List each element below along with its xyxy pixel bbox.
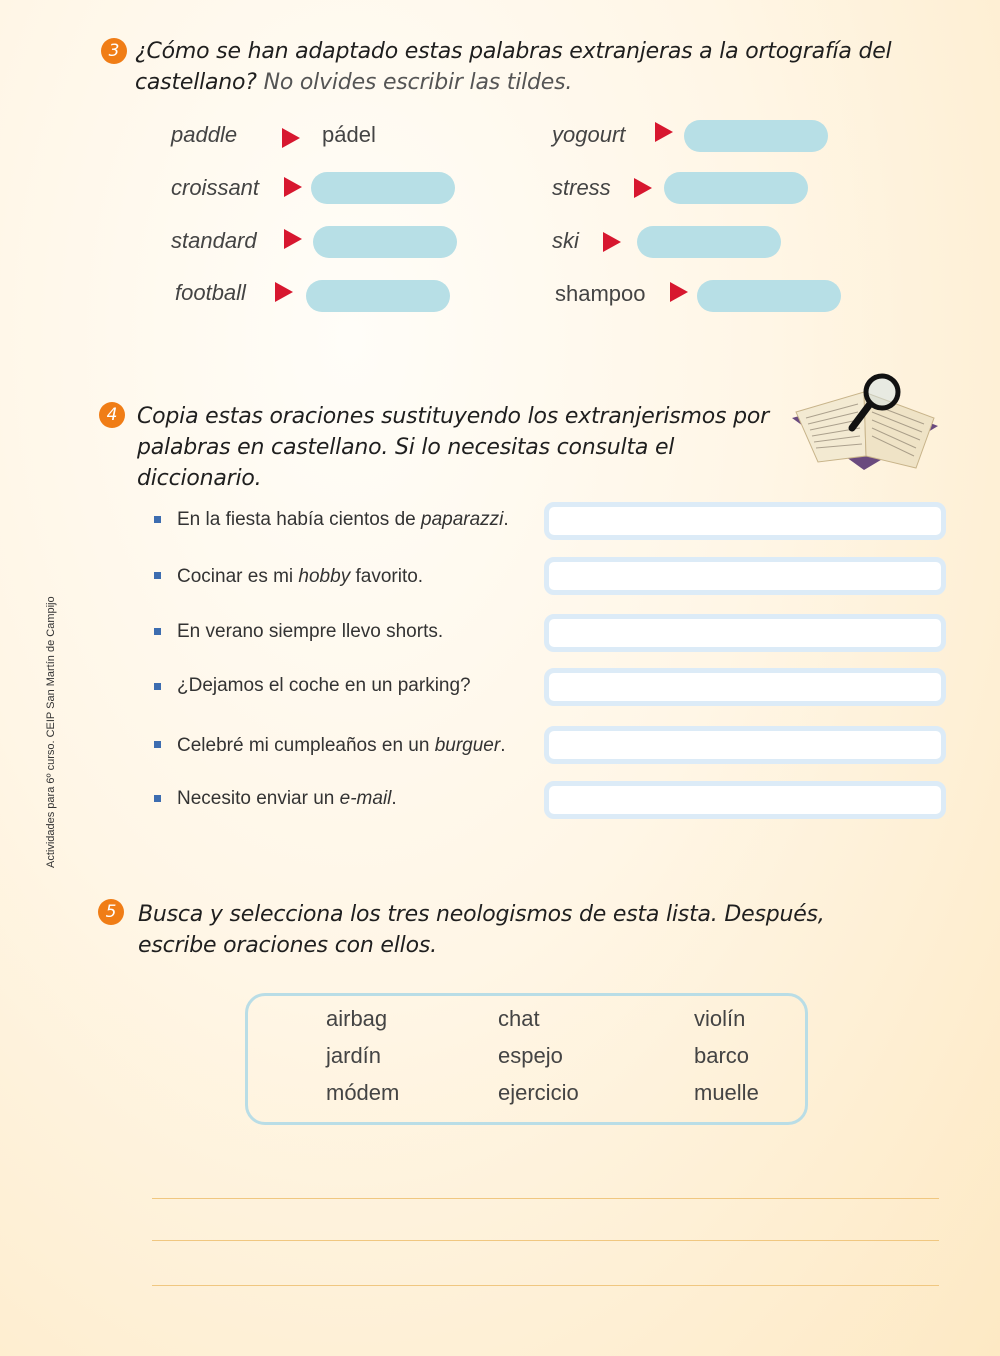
ex3-word-croissant: croissant bbox=[171, 175, 260, 200]
ex3-blank-football[interactable] bbox=[306, 280, 450, 312]
ex3-blank-standard[interactable] bbox=[313, 226, 457, 258]
word-list-item[interactable]: barco bbox=[694, 1043, 750, 1068]
arrow-right-icon bbox=[655, 122, 673, 142]
writing-line[interactable] bbox=[152, 1240, 939, 1241]
bullet-icon bbox=[154, 683, 161, 690]
exercise-3-title-hint: No olvides escribir las tildes. bbox=[263, 70, 573, 95]
ex3-word-paddle: paddle bbox=[171, 122, 238, 147]
ex4-sentence-5: Celebré mi cumpleaños en un burguer. bbox=[177, 735, 506, 756]
ex3-answer-paddle: pádel bbox=[322, 122, 376, 147]
word-list-item[interactable]: violín bbox=[694, 1006, 746, 1031]
ex4-sentence-1: En la fiesta había cientos de paparazzi. bbox=[177, 509, 509, 530]
ex3-blank-stress[interactable] bbox=[664, 172, 808, 204]
ex3-word-football: football bbox=[175, 280, 246, 305]
exercise-4-title: Copia estas oraciones sustituyendo los extranjerismos por palabras en castellano. Si lo necesitas consulta el diccionario. bbox=[137, 404, 769, 491]
ex3-word-yogourt: yogourt bbox=[552, 122, 626, 147]
arrow-right-icon bbox=[284, 177, 302, 197]
exercise-5-title: Busca y selecciona los tres neologismos de esta lista. Después, escribe oraciones con ellos. bbox=[138, 902, 825, 958]
ex4-answer-field-4[interactable] bbox=[544, 668, 946, 706]
ex4-answer-field-6[interactable] bbox=[544, 781, 946, 819]
arrow-right-icon bbox=[634, 178, 652, 198]
word-list-item[interactable]: espejo bbox=[498, 1043, 563, 1068]
ex4-sentence-2: Cocinar es mi hobby favorito. bbox=[177, 566, 424, 587]
ex4-answer-field-2[interactable] bbox=[544, 557, 946, 595]
arrow-right-icon bbox=[275, 282, 293, 302]
ex3-blank-shampoo[interactable] bbox=[697, 280, 841, 312]
arrow-right-icon bbox=[282, 128, 300, 148]
ex3-word-ski: ski bbox=[552, 228, 579, 253]
ex4-sentence-4: ¿Dejamos el coche en un parking? bbox=[177, 675, 471, 696]
bullet-icon bbox=[154, 795, 161, 802]
bullet-icon bbox=[154, 572, 161, 579]
writing-line[interactable] bbox=[152, 1198, 939, 1199]
ex4-answer-field-3[interactable] bbox=[544, 614, 946, 652]
ex3-word-shampoo: shampoo bbox=[555, 281, 646, 306]
exercise-3-number: 3 bbox=[101, 38, 127, 64]
exercise-3-title bbox=[135, 36, 895, 98]
bullet-icon bbox=[154, 741, 161, 748]
word-list-item[interactable]: chat bbox=[498, 1006, 540, 1031]
ex3-word-stress: stress bbox=[552, 175, 611, 200]
arrow-right-icon bbox=[284, 229, 302, 249]
word-list-item[interactable]: airbag bbox=[326, 1006, 388, 1031]
word-list-item[interactable]: jardín bbox=[326, 1043, 382, 1068]
bullet-icon bbox=[154, 516, 161, 523]
ex3-blank-croissant[interactable] bbox=[311, 172, 455, 204]
side-credit: Actividades para 6º curso. CEIP San Martín de Campijo bbox=[45, 596, 57, 868]
exercise-4-number: 4 bbox=[99, 402, 125, 428]
ex4-sentence-3: En verano siempre llevo shorts. bbox=[177, 621, 444, 642]
arrow-right-icon bbox=[670, 282, 688, 302]
ex4-answer-field-5[interactable] bbox=[544, 726, 946, 764]
ex4-sentence-6: Necesito enviar un e-mail. bbox=[177, 788, 397, 809]
exercise-3-title-main: ¿Cómo se han adaptado estas palabras extranjeras a la ortografía del castellano? bbox=[135, 39, 892, 95]
ex4-answer-field-1[interactable] bbox=[544, 502, 946, 540]
ex3-word-standard: standard bbox=[171, 228, 257, 253]
writing-line[interactable] bbox=[152, 1285, 939, 1286]
ex3-blank-yogourt[interactable] bbox=[684, 120, 828, 152]
exercise-5-number: 5 bbox=[98, 899, 124, 925]
dictionary-magnifier-icon bbox=[788, 370, 944, 476]
ex3-blank-ski[interactable] bbox=[637, 226, 781, 258]
word-list-item[interactable]: ejercicio bbox=[498, 1080, 579, 1105]
word-list-item[interactable]: módem bbox=[326, 1080, 400, 1105]
bullet-icon bbox=[154, 628, 161, 635]
arrow-right-icon bbox=[603, 232, 621, 252]
word-list-item[interactable]: muelle bbox=[694, 1080, 759, 1105]
